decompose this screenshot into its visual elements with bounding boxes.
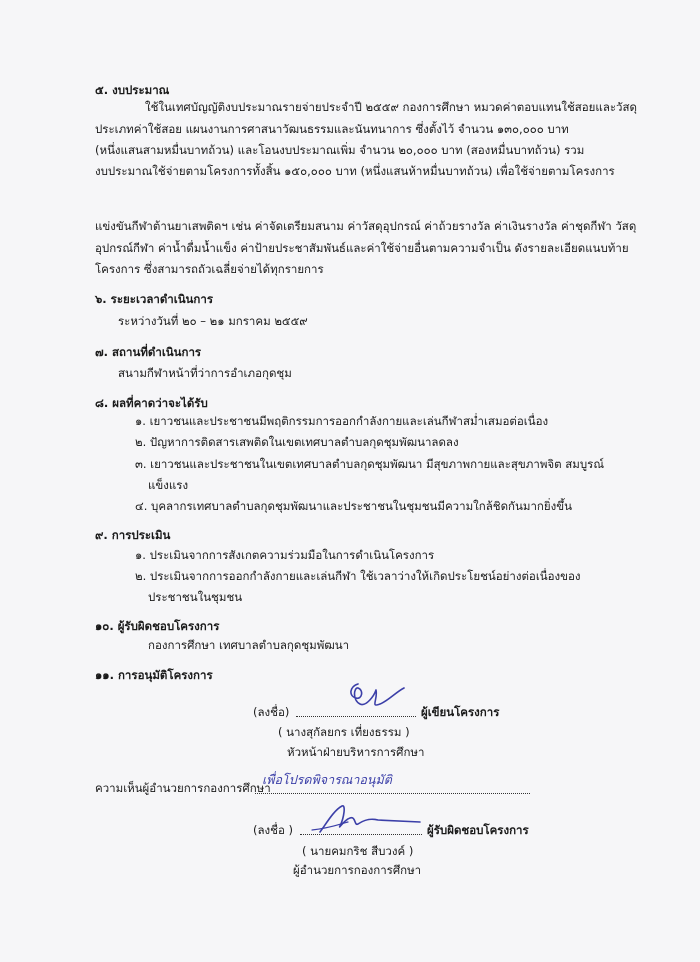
sign2-name: ( นายคมกริช สีบวงค์ ) [302, 844, 414, 858]
section-6-text: ระหว่างวันที่ ๒๐ – ๒๑ มกราคม ๒๕๕๙ [118, 314, 308, 328]
section-5-heading: ๕. งบประมาณ [95, 83, 170, 97]
sign1-position: หัวหน้าฝ่ายบริหารการศึกษา [287, 745, 425, 759]
section-5-line-5: แข่งขันกีฬาต้านยาเสพติดฯ เช่น ค่าจัดเตรียมสนาม ค่าวัสดุอุปกรณ์ ค่าถ้วยรางวัล ค่าเงินรางวัล ค่าชุดกีฬา วัสดุ [95, 219, 637, 233]
signature-1-icon [340, 678, 412, 718]
section-9-item-2-cont: ประชาชนในชุมชน [148, 590, 243, 604]
section-8-item-1: ๑. เยาวชนและประชาชนมีพฤติกรรมการออกกำลังกายและเล่นกีฬาสม่ำเสมอต่อเนื่อง [135, 414, 549, 428]
section-9-heading: ๙. การประเมิน [95, 528, 171, 542]
sign1-name: ( นางสุกัลยกร เที่ยงธรรม ) [278, 725, 410, 739]
section-9-item-2: ๒. ประเมินจากการออกกำลังกายและเล่นกีฬา ใช้เวลาว่างให้เกิดประโยชน์อย่างต่อเนื่องของ [135, 569, 581, 583]
section-5-line-7: โครงการ ซึ่งสามารถถัวเฉลี่ยจ่ายได้ทุกรายการ [95, 262, 324, 276]
opinion-handwritten-text: เพื่อโปรดพิจารณาอนุมัติ [262, 772, 392, 787]
section-7-text: สนามกีฬาหน้าที่ว่าการอำเภอกุดชุม [118, 366, 292, 380]
opinion-label: ความเห็นผู้อำนวยการกองการศึกษา [95, 781, 271, 795]
section-11-heading: ๑๑. การอนุมัติโครงการ [95, 668, 213, 682]
signature-2-icon [300, 800, 430, 840]
opinion-dotted-line [255, 793, 530, 794]
section-8-item-3-cont: แข็งแรง [148, 478, 189, 492]
sign1-role: ผู้เขียนโครงการ [421, 705, 500, 719]
sign2-prefix: (ลงชื่อ ) [253, 823, 294, 837]
section-5-line-3: (หนึ่งแสนสามหมื่นบาทถ้วน) และโอนงบประมาณเพิ่ม จำนวน ๒๐,๐๐๐ บาท (สองหมื่นบาทถ้วน) รวม [95, 143, 585, 157]
section-5-line-6: อุปกรณ์กีฬา ค่าน้ำดื่มน้ำแข็ง ค่าป้ายประชาสัมพันธ์และค่าใช้จ่ายอื่นตามความจำเป็น ดังรายละเอียดแนบท้าย [95, 241, 629, 255]
section-8-item-3: ๓. เยาวชนและประชาชนในเขตเทศบาลตำบลกุดชุมพัฒนา มีสุขภาพกายและสุขภาพจิต สมบูรณ์ [135, 457, 605, 471]
sign2-position: ผู้อำนวยการกองการศึกษา [293, 863, 422, 877]
section-5-line-1: ใช้ในเทศบัญญัติงบประมาณรายจ่ายประจำปี ๒๕๕๙ กองการศึกษา หมวดค่าตอบแทนใช้สอยและวัสดุ [145, 100, 637, 114]
sign1-prefix: (ลงชื่อ) [253, 705, 290, 719]
section-10-heading: ๑๐. ผู้รับผิดชอบโครงการ [95, 619, 220, 633]
section-5-line-2: ประเภทค่าใช้สอย แผนงานการศาสนาวัฒนธรรมและนันทนาการ ซึ่งตั้งไว้ จำนวน ๑๓๐,๐๐๐ บาท [95, 122, 569, 136]
section-7-heading: ๗. สถานที่ดำเนินการ [95, 345, 202, 359]
section-8-item-2: ๒. ปัญหาการติดสารเสพติดในเขตเทศบาลตำบลกุดชุมพัฒนาลดลง [135, 435, 459, 449]
section-9-item-1: ๑. ประเมินจากการสังเกตความร่วมมือในการดำเนินโครงการ [135, 548, 435, 562]
section-6-heading: ๖. ระยะเวลาดำเนินการ [95, 292, 214, 306]
section-5-line-4: งบประมาณใช้จ่ายตามโครงการทั้งสิ้น ๑๕๐,๐๐๐ บาท (หนึ่งแสนห้าหมื่นบาทถ้วน) เพื่อใช้จ่ายตามโครงการ [95, 164, 615, 178]
section-8-item-4: ๔. บุคลากรเทศบาลตำบลกุดชุมพัฒนาและประชาชนในชุมชนมีความใกล้ชิดกันมากยิ่งขึ้น [135, 499, 572, 513]
section-10-text: กองการศึกษา เทศบาลตำบลกุดชุมพัฒนา [148, 638, 350, 652]
section-8-heading: ๘. ผลที่คาดว่าจะได้รับ [95, 396, 208, 410]
sign2-role: ผู้รับผิดชอบโครงการ [427, 823, 529, 837]
